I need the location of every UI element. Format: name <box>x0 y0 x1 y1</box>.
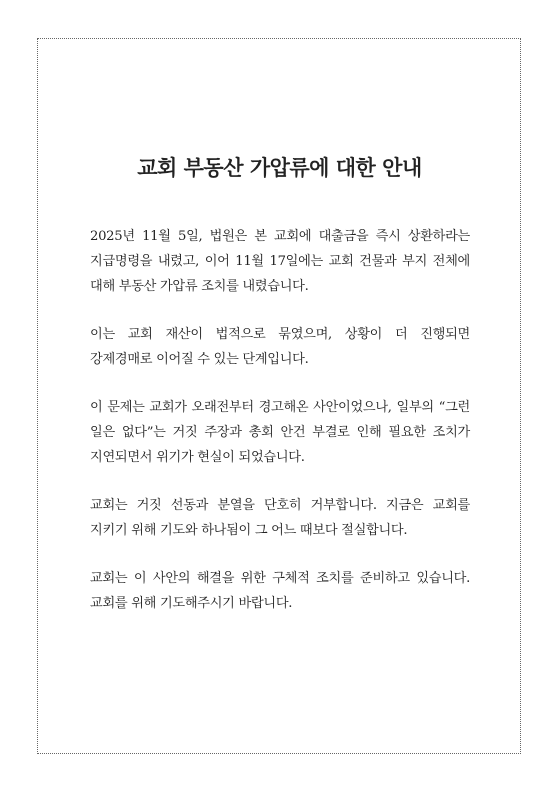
notice-title: 교회 부동산 가압류에 대한 안내 <box>137 156 422 180</box>
paragraph-prayer-request: 교회는 이 사안의 해결을 위한 구체적 조치를 준비하고 있습니다. 교회를 위해 기도해주시기 바랍니다. <box>90 571 470 611</box>
paragraph-court-order: 2025년 11월 5일, 법원은 본 교회에 대출금을 즉시 상환하라는 지급명령을 내렸고, 이어 11월 17일에는 교회 건물과 부지 전체에 대해 부동산 가압류 조치를 내렸습니다. <box>90 229 470 294</box>
paragraph-legal-status: 이는 교회 재산이 법적으로 묶였으며, 상황이 더 진행되면 강제경매로 이어질 수 있는 단계입니다. <box>90 327 470 367</box>
paragraph-background: 이 문제는 교회가 오래전부터 경고해온 사안이었으나, 일부의 “그런 일은 없다”는 거짓 주장과 총회 안건 부결로 인해 필요한 조치가 지연되면서 위기가 현실이 되었습니다. <box>90 400 470 465</box>
notice-body <box>90 224 470 639</box>
paragraph-church-stance: 교회는 거짓 선동과 분열을 단호히 거부합니다. 지금은 교회를 지키기 위해 기도와 하나됨이 그 어느 때보다 절실합니다. <box>90 498 470 538</box>
